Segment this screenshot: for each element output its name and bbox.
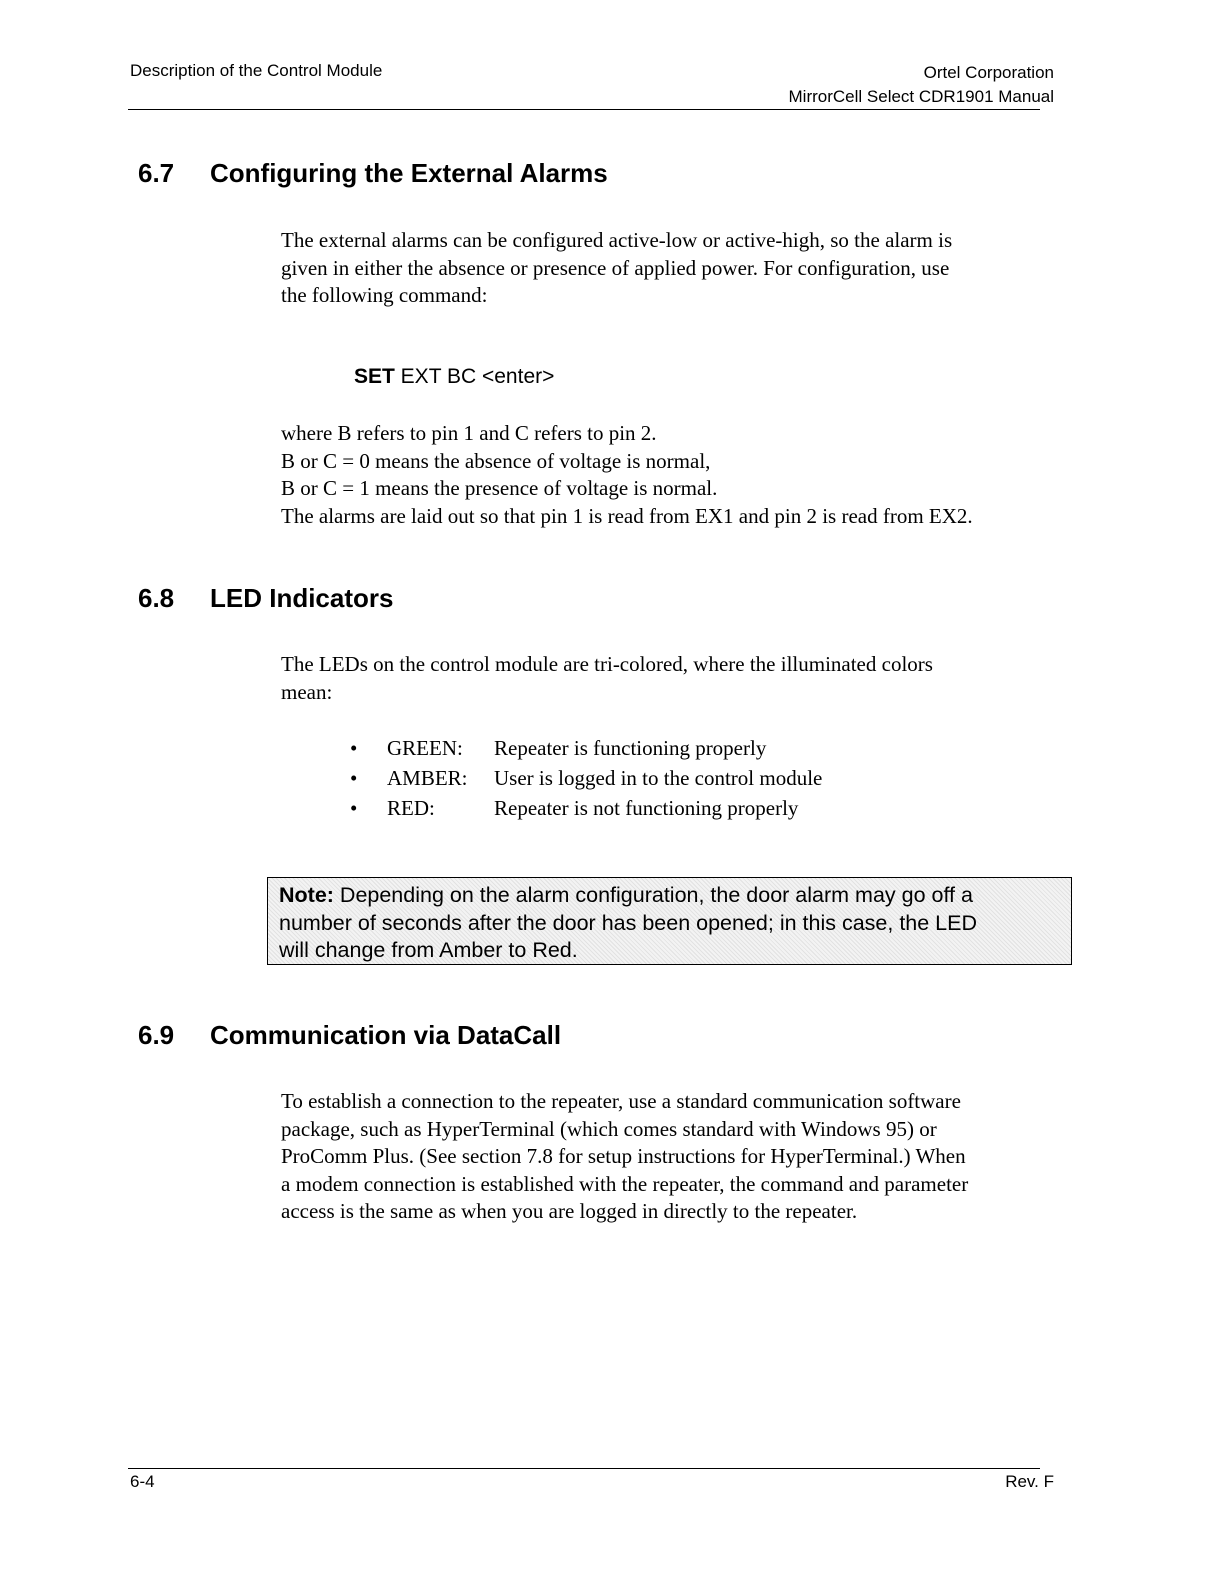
note-line: number of seconds after the door has been opened; in this case, the LED (279, 910, 978, 935)
led-color-list (350, 733, 822, 823)
text-line: ProComm Plus. (See section 7.8 for setup instructions for HyperTerminal.) When (281, 1144, 966, 1168)
note-label: Note: (279, 883, 334, 907)
command-example (354, 365, 554, 389)
section-6-8-intro (281, 651, 1071, 706)
command-args: EXT BC <enter> (394, 365, 555, 388)
bullet-icon: • (350, 736, 358, 760)
section-number: 6.7 (138, 158, 175, 188)
list-item (350, 763, 822, 793)
led-color-term: AMBER: (387, 766, 468, 790)
led-color-term: GREEN: (387, 736, 463, 760)
text-line: B or C = 0 means the absence of voltage is normal, (281, 448, 711, 473)
revision-label: Rev. F (1005, 1472, 1054, 1491)
section-heading-6-9 (138, 1020, 561, 1051)
led-color-description: Repeater is not functioning properly (494, 796, 799, 820)
led-color-term: RED: (387, 796, 435, 820)
header-company: Ortel Corporation (923, 63, 1054, 82)
text-line: a modem connection is established with the repeater, the command and parameter (281, 1171, 969, 1196)
section-number: 6.8 (138, 583, 175, 613)
text-line: mean: (281, 679, 333, 704)
section-title: Communication via DataCall (210, 1020, 562, 1050)
led-color-description: Repeater is functioning properly (494, 736, 767, 760)
text-line: The alarms are laid out so that pin 1 is read from EX1 and pin 2 is read from EX2. (281, 503, 973, 528)
footer-rule (128, 1468, 1040, 1469)
bullet-icon: • (350, 766, 358, 790)
header-left-title: Description of the Control Module (130, 61, 383, 80)
section-6-9-body (281, 1088, 1071, 1226)
header-manual-title: MirrorCell Select CDR1901 Manual (788, 87, 1054, 106)
text-line: the following command: (281, 283, 488, 307)
text-line: To establish a connection to the repeater, use a standard communication software (281, 1089, 961, 1113)
header-right-block (789, 61, 1054, 109)
header-rule (128, 109, 1040, 110)
text-line: access is the same as when you are logged in directly to the repeater. (281, 1199, 858, 1223)
bullet-icon: • (350, 796, 358, 820)
text-line: B or C = 1 means the presence of voltage is normal. (281, 476, 718, 500)
section-number: 6.9 (138, 1020, 175, 1050)
text-line: The external alarms can be configured active-low or active-high, so the alarm is (281, 228, 953, 252)
command-keyword: SET (354, 365, 395, 388)
text-line: where B refers to pin 1 and C refers to pin 2. (281, 421, 657, 445)
section-6-7-details (281, 420, 1071, 530)
section-heading-6-7 (138, 158, 608, 189)
page-number: 6-4 (130, 1472, 155, 1491)
note-box (267, 877, 1072, 965)
text-line: The LEDs on the control module are tri-colored, where the illuminated colors (281, 652, 933, 676)
section-title: LED Indicators (210, 583, 394, 613)
list-item (350, 733, 822, 763)
note-text (279, 882, 1069, 965)
text-line: package, such as HyperTerminal (which comes standard with Windows 95) or (281, 1116, 937, 1141)
text-line: given in either the absence or presence of applied power. For configuration, use (281, 255, 950, 280)
note-line: will change from Amber to Red. (279, 938, 578, 962)
note-line-text: Depending on the alarm configuration, the door alarm may go off a (333, 883, 973, 907)
led-color-description: User is logged in to the control module (494, 766, 823, 790)
note-line (279, 882, 1069, 910)
section-6-7-intro (281, 227, 1071, 310)
section-heading-6-8 (138, 583, 393, 614)
list-item (350, 793, 822, 823)
section-title: Configuring the External Alarms (210, 158, 608, 188)
